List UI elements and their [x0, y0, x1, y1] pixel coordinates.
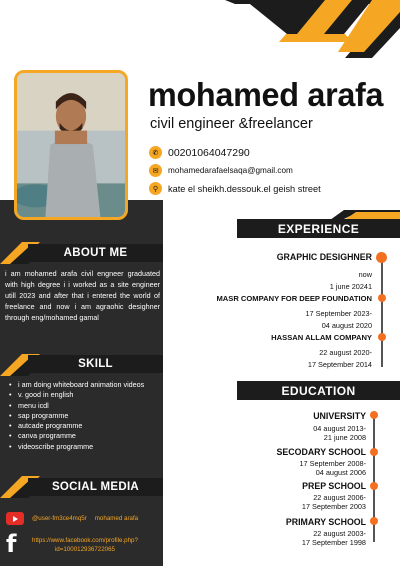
youtube-handle[interactable]: @user-fm3ce4mq5r: [32, 515, 87, 522]
profile-photo: [14, 70, 128, 220]
experience-date: 04 august 2020: [321, 321, 372, 330]
facebook-row[interactable]: [6, 530, 138, 558]
education-date: 04 august 2013-: [313, 424, 366, 433]
email-icon: ✉: [149, 164, 162, 177]
experience-title: MASR COMPANY FOR DEEP FOUNDATION: [216, 294, 372, 303]
experience-date: now: [358, 270, 372, 279]
phone-value: 00201064047290: [168, 146, 250, 159]
experience-date: 17 September 2023-: [305, 309, 372, 318]
email-value: mohamedarafaelsaqa@gmail.com: [168, 166, 293, 175]
education-date: 17 September 2008-: [299, 459, 366, 468]
skill-item: • menu icdl: [6, 401, 158, 411]
facebook-icon: f: [6, 530, 17, 558]
experience-title: HASSAN ALLAM COMPANY: [271, 333, 372, 342]
education-title: UNIVERSITY: [313, 411, 366, 421]
education-date: 04 august 2006: [315, 468, 366, 477]
experience-date: 17 September 2014: [307, 360, 372, 369]
email-contact: [149, 164, 293, 177]
experience-title: GRAPHIC DESIGHNER: [276, 252, 372, 262]
skill-heading: SKILL: [28, 355, 163, 373]
person-name: mohamed arafa: [148, 76, 384, 113]
education-heading: EDUCATION: [237, 381, 400, 400]
education-date: 22 august 2003-: [313, 529, 366, 538]
job-title: civil engineer &freelancer: [150, 116, 313, 132]
skill-item: • sap programme: [6, 411, 158, 421]
experience-heading: EXPERIENCE: [237, 219, 400, 238]
top-stripes-decoration: [0, 0, 400, 60]
skill-item: • videoscribe programme: [6, 442, 158, 452]
skill-item: • canva programme: [6, 431, 158, 441]
education-date: 21 june 2008: [323, 433, 366, 442]
about-heading: ABOUT ME: [28, 244, 163, 262]
education-date: 17 September 2003: [301, 502, 366, 511]
education-title: PRIMARY SCHOOL: [285, 517, 366, 527]
education-title: SECODARY SCHOOL: [276, 447, 366, 457]
about-text: i am mohamed arafa civil engneer graduated with high degree i i worked as a site engineer utill 2023 and after that i entered the world of freelance and now i am agraohic desighner through eng/mohamed gamal: [5, 269, 160, 322]
skills-list: [6, 380, 158, 452]
experience-timeline-line: [381, 257, 383, 367]
timeline-dot: [370, 517, 378, 525]
experience-date: 22 august 2020-: [319, 348, 372, 357]
location-icon: ⚲: [149, 182, 162, 195]
skill-item: • autcade programme: [6, 421, 158, 431]
timeline-dot: [370, 482, 378, 490]
education-date: 17 September 1998: [301, 538, 366, 547]
skill-item: • i am doing whiteboard animation videos: [6, 380, 158, 390]
timeline-dot: [378, 333, 386, 341]
social-heading: SOCIAL MEDIA: [28, 478, 163, 496]
timeline-dot: [378, 294, 386, 302]
experience-date: 1 june 20241: [329, 282, 372, 291]
youtube-row[interactable]: [6, 512, 138, 525]
timeline-dot: [370, 448, 378, 456]
timeline-dot: [376, 252, 387, 263]
phone-contact: [149, 146, 250, 159]
facebook-url-line2[interactable]: id=100012936722065: [54, 546, 115, 553]
address-value: kate el sheikh.dessouk.el geish street: [168, 183, 321, 194]
education-title: PREP SCHOOL: [302, 481, 366, 491]
youtube-name: mohamed arafa: [94, 515, 139, 522]
skill-item: • v. good in english: [6, 390, 158, 400]
education-date: 22 august 2006-: [313, 493, 366, 502]
timeline-dot: [370, 411, 378, 419]
address-contact: [149, 182, 321, 195]
facebook-url-line1[interactable]: https://www.facebook.com/profile.php?: [32, 537, 138, 544]
youtube-icon: [6, 512, 24, 525]
phone-icon: ✆: [149, 146, 162, 159]
